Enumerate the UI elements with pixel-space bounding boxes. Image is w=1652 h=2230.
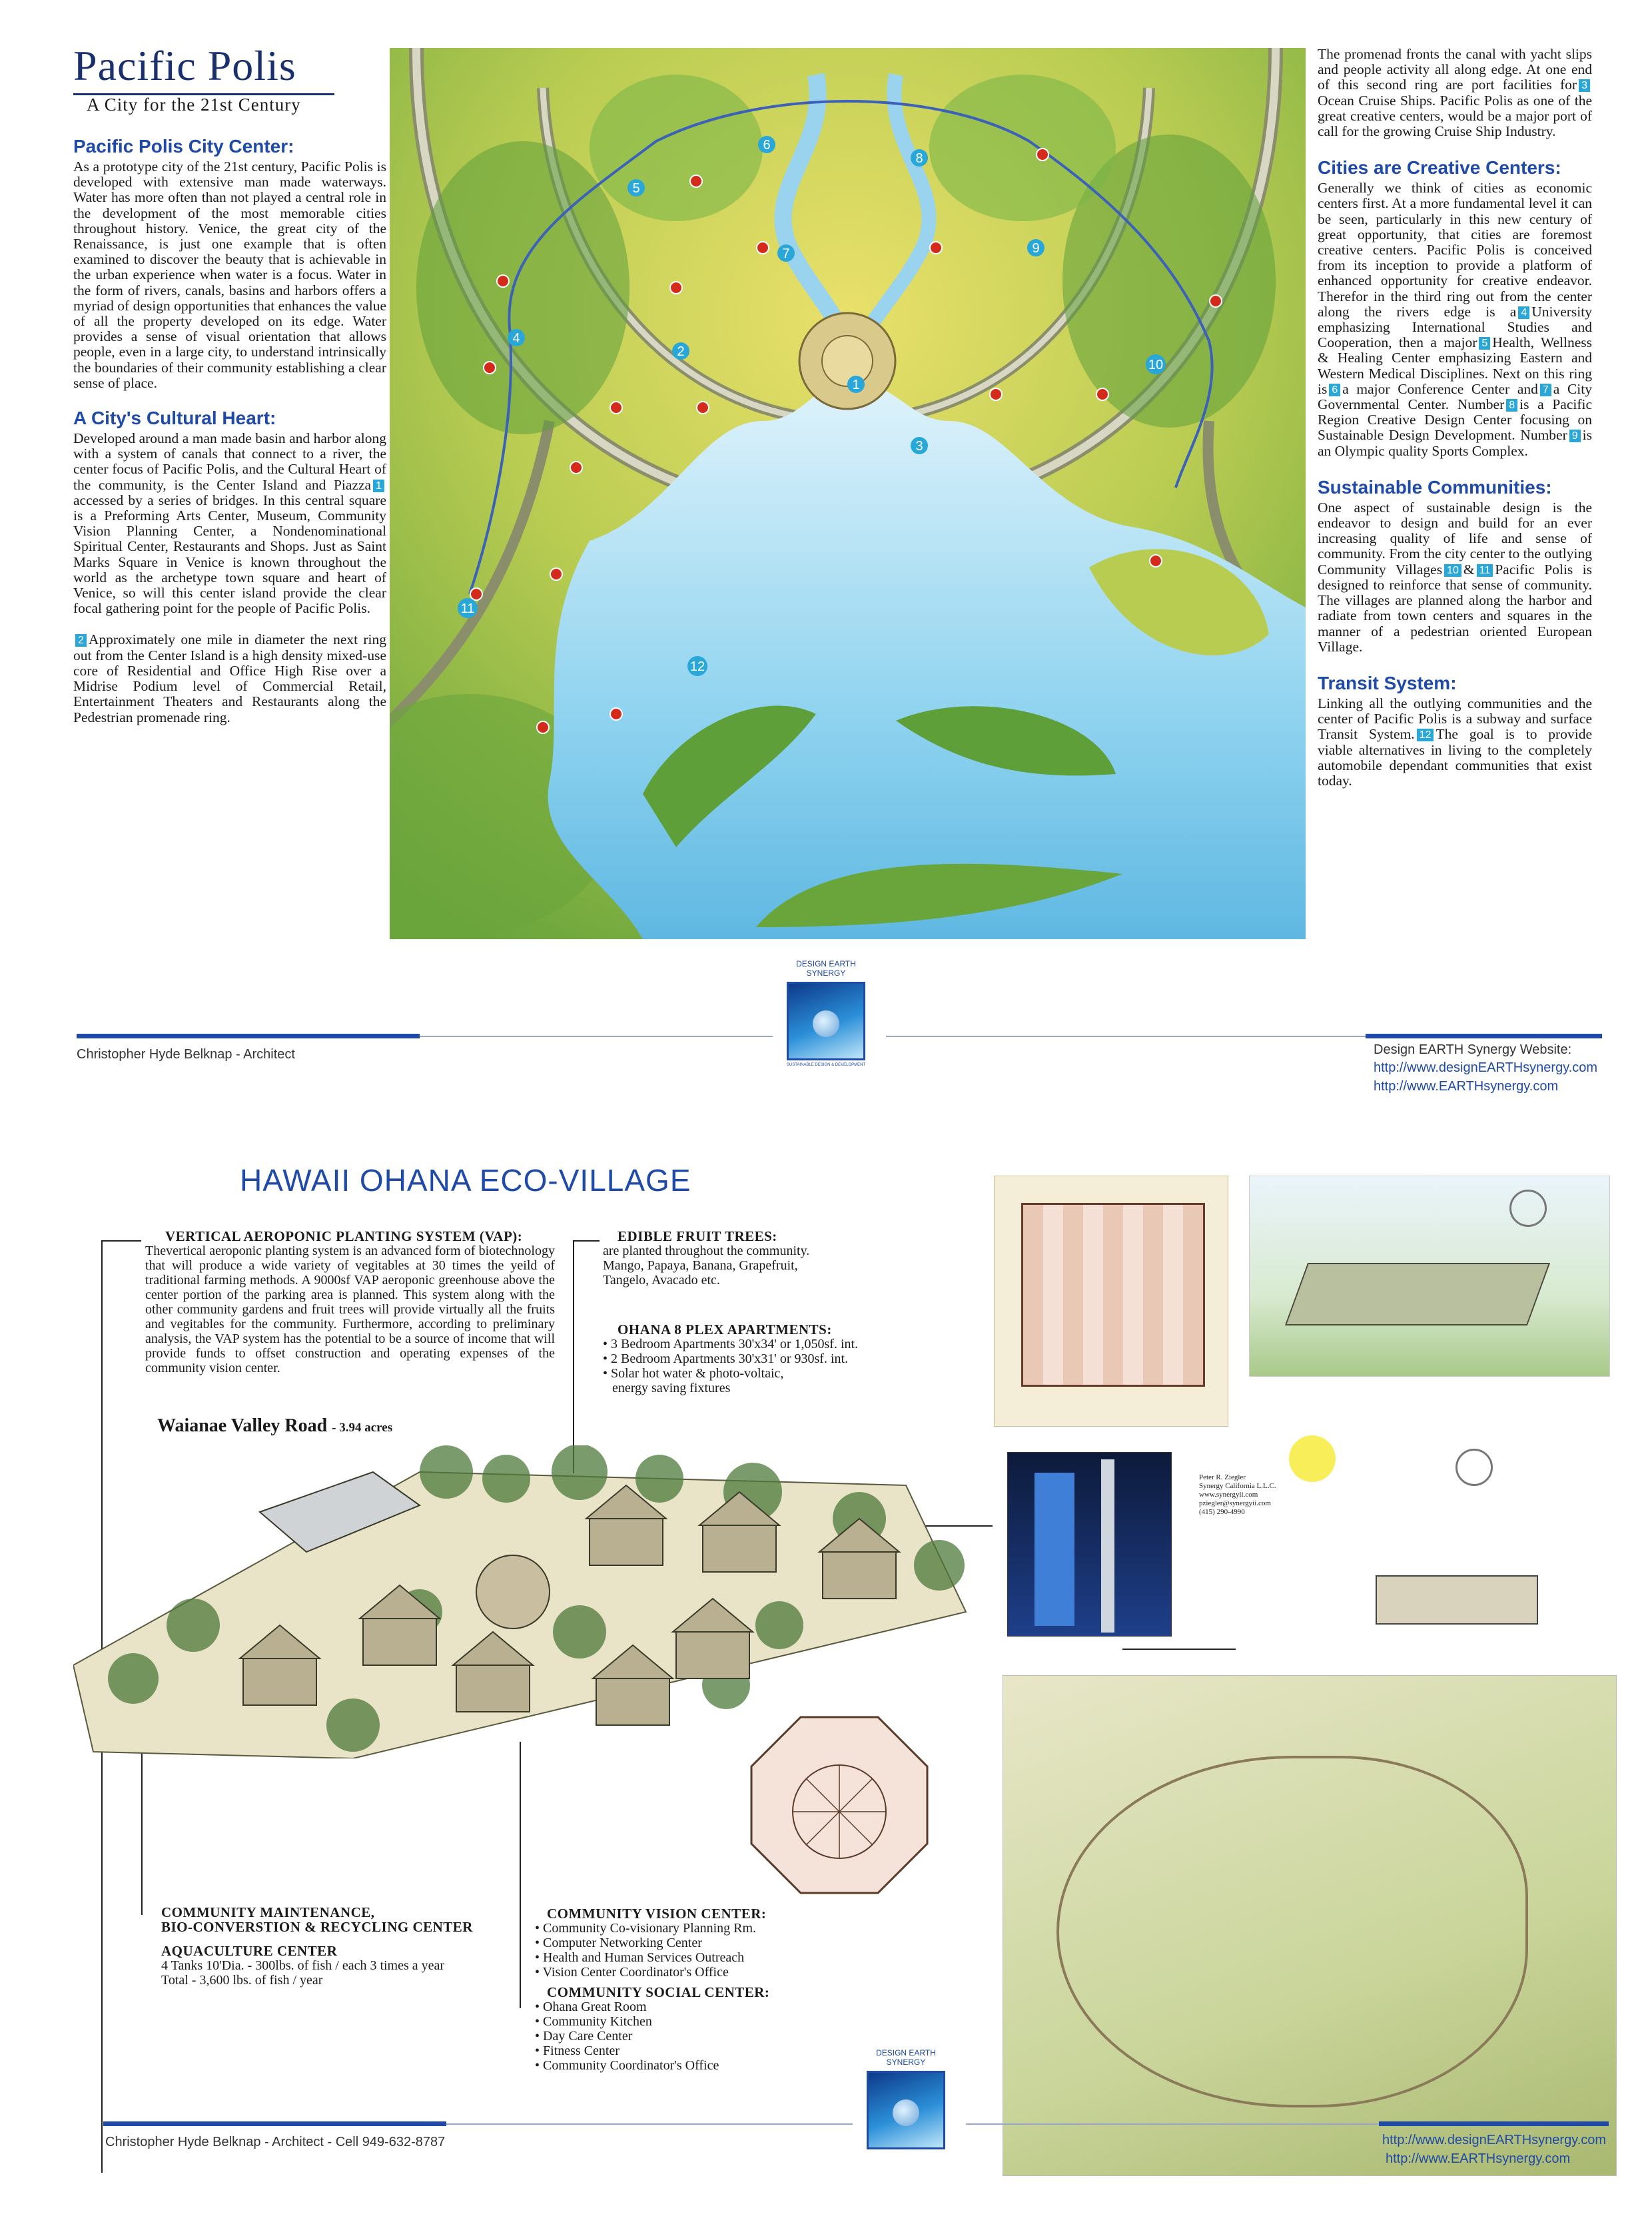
contact-email: pziegler@synergyii.com xyxy=(1199,1499,1271,1507)
ohana-item-cont: energy saving fixtures xyxy=(612,1381,731,1395)
vision-item: • Community Co-visionary Planning Rm. xyxy=(535,1921,828,1936)
social-heading: COMMUNITY SOCIAL CENTER: xyxy=(547,1984,770,2000)
city-master-plan-map xyxy=(390,48,1306,939)
footer-bar-right xyxy=(1379,2121,1609,2126)
svg-text:2: 2 xyxy=(677,344,685,359)
website-link-synergy[interactable]: http://www.EARTHsynergy.com xyxy=(1374,1079,1559,1094)
website-link-design[interactable]: http://www.designEARTHsynergy.com xyxy=(1382,2133,1607,2147)
svg-text:11: 11 xyxy=(460,601,475,616)
wind-turbine-icon xyxy=(1509,1190,1547,1227)
leader-line xyxy=(573,1240,600,1242)
aquaculture-heading: AQUACULTURE CENTER xyxy=(161,1943,338,1959)
footer-line xyxy=(420,1036,773,1037)
sun-icon xyxy=(1289,1435,1336,1482)
page-title: Pacific Polis xyxy=(73,42,296,89)
map-marker-12 xyxy=(687,656,707,676)
logo-text: DESIGN EARTH SYNERGY xyxy=(796,959,856,978)
svg-text:6: 6 xyxy=(763,138,771,153)
map-marker-10 xyxy=(1146,354,1166,374)
site-label xyxy=(157,1415,392,1437)
logo-caption: SUSTAINABLE DESIGN & DEVELOPMENT xyxy=(786,1063,866,1067)
vap-text: Thevertical aeroponic planting system is an advanced form of biotechnology that will produce a wide variety of vegitables at 30 times the yeild of traditional farming methods. A 9000sf VAP aeroponic greenhouse above the center portion of the parking area is planned. This system along with the other community gardens and fruit trees will provide virtually all the fruits and vegitables for the community. Furthermore, according to preliminary analysis, the VAP system has the potential to be a source of income that will provide funds to offset construction and operating expenses of the community vision center. xyxy=(145,1244,555,1375)
vap-heading: VERTICAL AEROPONIC PLANTING SYSTEM (VAP): xyxy=(165,1228,523,1244)
section-heading-cultural-heart: A City's Cultural Heart: xyxy=(73,408,276,429)
aquaculture-line: 4 Tanks 10'Dia. - 300lbs. of fish / each 3 times a year xyxy=(161,1958,445,1973)
footer-bar-left xyxy=(103,2121,446,2126)
wind-turbine-icon xyxy=(1455,1449,1493,1486)
number-badge-8: 8 xyxy=(1506,399,1517,412)
section-heading-sustainable: Sustainable Communities: xyxy=(1318,476,1552,498)
map-marker-2 xyxy=(672,342,689,360)
contact-phone: (415) 290-4990 xyxy=(1199,1508,1245,1516)
ohana-item: • 3 Bedroom Apartments 30'x34' or 1,050sf. int. xyxy=(603,1337,916,1351)
section-heading-creative: Cities are Creative Centers: xyxy=(1318,157,1561,179)
social-item: • Day Care Center xyxy=(535,2029,828,2044)
left-column xyxy=(73,137,386,725)
map-marker-1 xyxy=(847,376,865,393)
site-name: Waianae Valley Road xyxy=(157,1415,328,1436)
section-text-creative: Generally we think of cities as economic centers first. At a more fundamental level it can be seen, particularly in this new century of great opportunity, that cities are foremost creative centers. Pacific Polis is conceived from its inception to provide a platform of enhanced opportunity for creative endeavor. Therefor in the third ring out from the center along the rivers edge is a 4 University emphasizing International Studies and Cooperation, then a major 5 Health, Wellness & Healing Center emphasizing Eastern and Western Medical Disciplines. Next on this ring is 6 a major Conference Center and 7 a City Governmental Center. Number 8 is a Pacific Region Creative Design Center focusing on Sustainable Design Development. Number 9 is an Olympic quality Sports Complex. xyxy=(1318,180,1593,459)
maintenance-heading: COMMUNITY MAINTENANCE, xyxy=(161,1904,375,1920)
fruit-line: Mango, Papaya, Banana, Grapefruit, xyxy=(603,1258,798,1273)
footer-line xyxy=(446,2123,853,2125)
apartment-floor-plan xyxy=(994,1176,1228,1427)
vision-heading: COMMUNITY VISION CENTER: xyxy=(547,1906,767,1922)
svg-text:8: 8 xyxy=(915,151,923,166)
architect-credit: Christopher Hyde Belknap - Architect xyxy=(77,1047,295,1062)
promenade-text: The promenad fronts the canal with yacht slips and people activity all along edge. At one end of this second ring are port facilities for 3Ocean Cruise Ships. Pacific Polis as one of the great creative centers, would be a major port of call for the growing Cruise Ship Industry. xyxy=(1318,46,1592,140)
section-heading-city-center: Pacific Polis City Center: xyxy=(73,136,294,157)
vision-center-floor-plan xyxy=(746,1712,933,1898)
site-area: - 3.94 acres xyxy=(332,1421,393,1435)
aeroponic-tower-photo xyxy=(1007,1452,1172,1637)
number-badge-2: 2 xyxy=(75,634,87,647)
fruit-callout xyxy=(603,1229,903,1288)
vap-callout xyxy=(145,1229,555,1375)
logo-bottom xyxy=(856,2048,956,2149)
svg-text:1: 1 xyxy=(852,378,860,392)
contact-company: Synergy California L.L.C. xyxy=(1199,1482,1276,1490)
number-badge-9: 9 xyxy=(1569,430,1581,442)
map-marker-7 xyxy=(777,244,795,262)
leader-line xyxy=(1122,1649,1236,1650)
svg-text:5: 5 xyxy=(632,181,640,196)
footer-line-right xyxy=(966,2123,1379,2125)
maintenance-callout xyxy=(161,1905,534,1988)
svg-text:9: 9 xyxy=(1032,241,1040,256)
globe-wave-icon xyxy=(787,982,865,1060)
social-item: • Community Coordinator's Office xyxy=(535,2058,828,2073)
social-item: • Community Kitchen xyxy=(535,2014,828,2029)
number-badge-12: 12 xyxy=(1417,729,1434,741)
leader-line xyxy=(573,1240,574,1473)
ohana-item: • 2 Bedroom Apartments 30'x31' or 930sf. int. xyxy=(603,1351,916,1366)
map-marker-6 xyxy=(758,136,775,153)
svg-text:3: 3 xyxy=(915,439,923,454)
map-marker-8 xyxy=(911,149,928,167)
website-label: Design EARTH Synergy Website: xyxy=(1374,1042,1572,1057)
leader-line xyxy=(101,1240,141,1242)
svg-text:7: 7 xyxy=(782,246,790,261)
architect-credit-cell: Christopher Hyde Belknap - Architect - Cell 949-632-8787 xyxy=(105,2135,446,2149)
number-badge-1: 1 xyxy=(373,480,384,492)
number-badge-4: 4 xyxy=(1518,306,1529,319)
maintenance-heading-2: BIO-CONVERSTION & RECYCLING CENTER xyxy=(161,1919,473,1935)
aquaculture-line: Total - 3,600 lbs. of fish / year xyxy=(161,1973,323,1988)
map-marker-9 xyxy=(1027,239,1044,256)
right-column xyxy=(1318,47,1592,789)
contact-name: Peter R. Ziegler xyxy=(1199,1473,1246,1481)
map-marker-3 xyxy=(911,437,928,454)
eco-village-title: HAWAII OHANA ECO-VILLAGE xyxy=(240,1163,691,1198)
vision-item: • Vision Center Coordinator's Office xyxy=(535,1965,828,1980)
section-text-city-center: As a prototype city of the 21st century, Pacific Polis is developed with extensive man made waterways. Water has more often than not played a central role in the development of the most memorable cities throughout history. Venice, the great city of the Renaissance, is just one example that is often examined to discover the beauty that is achievable in the urban experience when water is a focus. Water in the form of rivers, canals, basins and harbors offers a myriad of design opportunities that enhances the value of all the property developed on its edge. Water provides a sense of visual orientation that allows people, even in a large city, to understand intrinsically the boundaries of their community establishing a clear sense of place. xyxy=(73,159,386,391)
map-marker-11 xyxy=(458,598,478,618)
ohana-heading: OHANA 8 PLEX APARTMENTS: xyxy=(618,1321,832,1337)
number-badge-10: 10 xyxy=(1444,564,1461,577)
fruit-line: are planted throughout the community. xyxy=(603,1244,810,1258)
logo-text: DESIGN EARTH SYNERGY xyxy=(876,2048,936,2067)
number-badge-11: 11 xyxy=(1477,564,1493,577)
page-subtitle: A City for the 21st Century xyxy=(87,95,301,115)
map-marker-5 xyxy=(627,179,645,196)
footer-bar-left xyxy=(77,1034,420,1038)
website-link-synergy[interactable]: http://www.EARTHsynergy.com xyxy=(1386,2151,1571,2166)
section-text-sustainable: One aspect of sustainable design is the endeavor to design and build for an ever increasing quality of life and sense of community. From the city center to the outlying Community Villages 10 & 11 Pacific Polis is designed to reinforce that sense of community. The villages are planned along the harbor and radiate from town centers and squares in the manner of a pedestrian oriented European Village. xyxy=(1318,499,1592,655)
social-item: • Ohana Great Room xyxy=(535,2000,828,2014)
number-badge-3: 3 xyxy=(1579,79,1590,92)
number-badge-6: 6 xyxy=(1329,384,1340,396)
svg-text:12: 12 xyxy=(689,659,705,674)
vision-item: • Computer Networking Center xyxy=(535,1936,828,1950)
map-marker-4 xyxy=(508,329,525,346)
solar-section-sketch xyxy=(1236,1429,1602,1649)
fruit-heading: EDIBLE FRUIT TREES: xyxy=(618,1228,777,1244)
village-site-plan xyxy=(1003,1675,1617,2176)
ohana-item: • Solar hot water & photo-voltaic, xyxy=(603,1366,916,1381)
svg-text:4: 4 xyxy=(512,331,520,346)
globe-wave-icon xyxy=(867,2071,945,2149)
section-text-ring-two: 2 Approximately one mile in diameter the next ring out from the Center Island is a high density mixed-use core of Residential and Office High Rise over a Midrise Podium level of Commercial Retail, Entertainment Theaters and Restaurants along the Pedestrian promenade ring. xyxy=(73,631,386,725)
section-heading-transit: Transit System: xyxy=(1318,672,1457,693)
website-link-design[interactable]: http://www.designEARTHsynergy.com xyxy=(1374,1060,1598,1075)
section-text-cultural-heart: Developed around a man made basin and harbor along with a system of canals that connect to a river, the center focus of Pacific Polis, and the Cultural Heart of the community, is the Center Island and Piazza 1accessed by a series of bridges. In this central square is a Preforming Arts Center, Museum, Community Vision Planning Center, a Nondenominational Spiritual Center, Restaurants and Shops. Just as Saint Marks Square in Venice is known throughout the world as the archetype town square and heart of Venice, so will this center island provide the clear focal gathering point for the people of Pacific Polis. xyxy=(73,430,386,617)
logo-top xyxy=(776,959,876,1067)
vision-item: • Health and Human Services Outreach xyxy=(535,1950,828,1965)
contact-web: www.synergyii.com xyxy=(1199,1491,1258,1499)
vision-callout xyxy=(535,1906,828,2073)
ohana-callout xyxy=(603,1322,916,1395)
svg-text:10: 10 xyxy=(1148,358,1164,372)
number-badge-5: 5 xyxy=(1479,337,1490,350)
fruit-line: Tangelo, Avacado etc. xyxy=(603,1273,720,1288)
number-badge-7: 7 xyxy=(1540,384,1551,396)
social-item: • Fitness Center xyxy=(535,2044,828,2058)
footer-bar-right xyxy=(1366,1034,1602,1038)
footer-line-right xyxy=(886,1036,1366,1037)
greenhouse-sketch xyxy=(1249,1176,1610,1377)
leader-line xyxy=(141,1742,143,1915)
section-text-transit: Linking all the outlying communities and the center of Pacific Polis is a subway and surface Transit System. 12 The goal is to provide viable alternatives in living to the completely automobile dependant communities that exist today. xyxy=(1318,695,1592,789)
